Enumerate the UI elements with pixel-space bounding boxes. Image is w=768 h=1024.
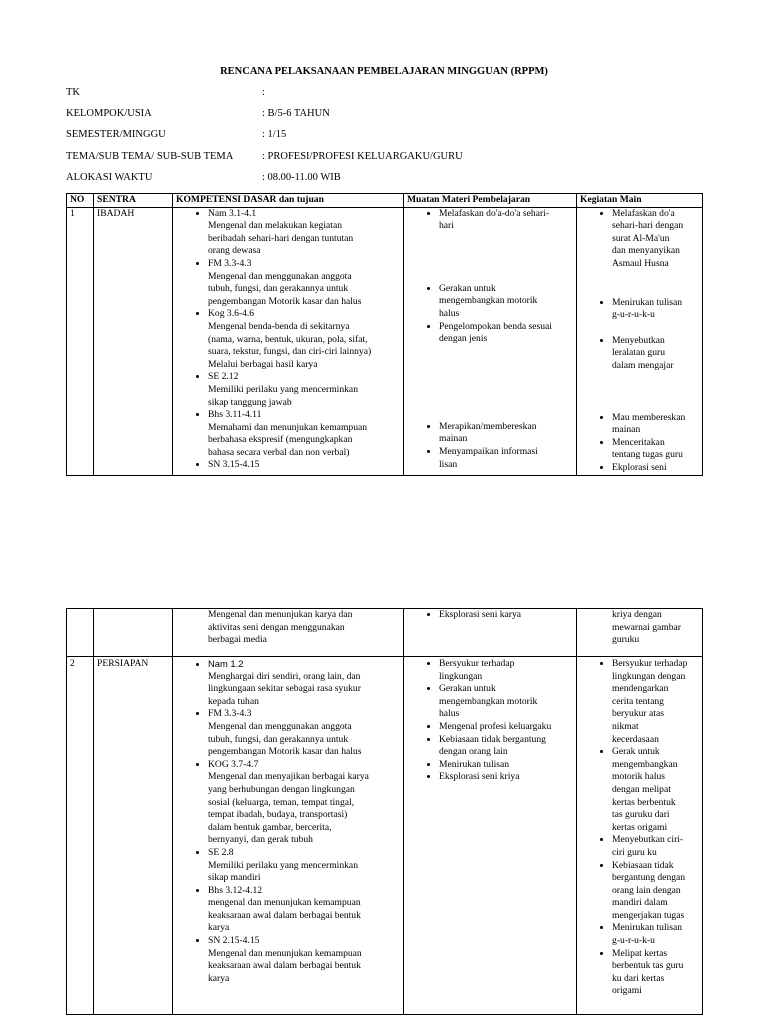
kompetensi-text: orang dewasa — [208, 245, 261, 257]
materi-cell — [404, 207, 577, 475]
sentra-name: IBADAH — [94, 207, 173, 475]
kegiatan-text: lingkungan dengan — [612, 670, 686, 682]
kegiatan-text: mengembangkan — [612, 758, 678, 770]
kegiatan-text: dan menyanyikan — [612, 245, 680, 257]
materi-text: dengan jenis — [439, 333, 488, 345]
kompetensi-text: Memiliki perilaku yang mencerminkan — [208, 383, 358, 395]
kompetensi-code: • Bhs 3.11-4.11 — [208, 409, 262, 421]
kegiatan-text: • Menyebutkan — [612, 334, 665, 346]
kegiatan-text: g-u-r-u-k-u — [612, 935, 655, 947]
kompetensi-text: sikap tanggung jawab — [208, 396, 292, 408]
rppm-table-page-1 — [66, 193, 703, 476]
kompetensi-list — [176, 208, 400, 472]
kegiatan-text: dalam mengajar — [612, 359, 674, 371]
materi-item — [439, 734, 573, 759]
spacer — [439, 346, 573, 408]
kegiatan-text: kertas berbentuk — [612, 796, 676, 808]
header-value: : — [262, 87, 265, 98]
materi-cell — [404, 609, 577, 657]
kompetensi-code: • Kog 3.6-4.6 — [208, 308, 255, 320]
kegiatan-text: orang lain dengan — [612, 884, 681, 896]
kompetensi-text: Melalui berbagai hasil karya — [208, 358, 318, 370]
kompetensi-text: beribadah sehari-hari dengan tuntutan — [208, 232, 354, 244]
kegiatan-item — [612, 658, 699, 746]
kegiatan-text: • Menirukan tulisan — [612, 296, 683, 308]
kompetensi-item — [208, 708, 400, 758]
kompetensi-cell — [173, 207, 404, 475]
row-number: 2 — [67, 657, 94, 1015]
kegiatan-text: kecerdasaan — [612, 733, 659, 745]
table-row — [67, 609, 703, 657]
kegiatan-text: g-u-r-u-k-u — [612, 309, 655, 321]
kegiatan-text: • Menyebutkan ciri- — [612, 834, 684, 846]
kompetensi-code: • SN 3.15-4.15 — [208, 459, 260, 471]
kegiatan-cell — [577, 657, 703, 1015]
kegiatan-cell — [577, 207, 703, 475]
kegiatan-item — [612, 208, 699, 271]
header-label: ALOKASI WAKTU — [66, 172, 153, 183]
kegiatan-list — [580, 658, 699, 998]
spacer — [439, 408, 573, 421]
kegiatan-item — [612, 437, 699, 462]
kegiatan-text: cerita tentang — [612, 695, 664, 707]
kompetensi-code: • Nam 3.1-4.1 — [208, 207, 257, 219]
kegiatan-text: surat Al-Ma'un — [612, 232, 670, 244]
header-value: : 08.00-11.00 WIB — [262, 172, 341, 183]
kegiatan-item — [612, 335, 699, 373]
header-value: : 1/15 — [262, 129, 287, 140]
row-number — [67, 609, 94, 657]
kompetensi-text: bahasa secara verbal dan non verbal) — [208, 446, 350, 458]
spacer — [612, 271, 699, 297]
materi-text: • Eksplorasi seni kriya — [439, 771, 520, 783]
materi-item — [439, 759, 573, 772]
kompetensi-item — [208, 409, 400, 459]
kegiatan-item — [612, 948, 699, 998]
materi-text: • Gerakan untuk — [439, 282, 496, 294]
materi-item — [439, 658, 573, 683]
kegiatan-text: leralatan guru — [612, 347, 666, 359]
materi-item — [439, 446, 573, 471]
kegiatan-text: dengan melipat — [612, 783, 671, 795]
sentra-name: PERSIAPAN — [94, 657, 173, 1015]
header-label: SEMESTER/MINGGU — [66, 129, 166, 140]
kegiatan-text: bergantung dengan — [612, 872, 686, 884]
header-label: TK — [66, 87, 80, 98]
kompetensi-code: • KOG 3.7-4.7 — [208, 758, 259, 770]
kompetensi-text: Mengenal benda-benda di sekitarnya — [208, 320, 350, 332]
kompetensi-text: sosial (keluarga, teman, tempat tingal, — [208, 796, 355, 808]
kompetensi-text: aktivitas seni dengan menggunakan — [208, 621, 345, 633]
kompetensi-list — [176, 658, 400, 985]
kompetensi-cell — [173, 657, 404, 1015]
kompetensi-text: keaksaraan awal dalam berbagai bentuk — [208, 960, 361, 972]
kompetensi-code: • SE 2.12 — [208, 371, 239, 383]
kompetensi-text: (nama, warna, bentuk, ukuran, pola, sifat, — [208, 333, 368, 345]
column-header-kompetensi: KOMPETENSI DASAR dan tujuan — [173, 194, 404, 208]
kompetensi-text: kepada tuhan — [208, 695, 259, 707]
header-value: : PROFESI/PROFESI KELUARGAKU/GURU — [262, 151, 463, 162]
rppm-table-page-2 — [66, 608, 703, 1015]
kompetensi-text: pengembangan Motorik kasar dan halus — [208, 746, 362, 758]
kompetensi-code: • FM 3.3-4.3 — [208, 708, 252, 720]
kompetensi-text: berbagai media — [208, 634, 267, 646]
kompetensi-text: lingkungaan sekitar sebagai rasa syukur — [208, 683, 361, 695]
kompetensi-text: Mengenal dan menyajikan berbagai karya — [208, 771, 369, 783]
kompetensi-text: Mengenal dan menggunakan anggota — [208, 270, 352, 282]
kegiatan-text: tentang tugas guru — [612, 449, 683, 461]
materi-text: • Mengenal profesi keluargaku — [439, 720, 552, 732]
table-row — [67, 207, 703, 475]
kegiatan-text: • Menirukan tulisan — [612, 922, 683, 934]
kegiatan-text: beryukur atas — [612, 708, 664, 720]
kegiatan-text: kertas origami — [612, 821, 668, 833]
kegiatan-text: mendengarkan — [612, 683, 669, 695]
spacer — [439, 233, 573, 283]
kegiatan-text: kriya dengan — [612, 609, 662, 620]
kompetensi-item — [208, 371, 400, 409]
kegiatan-list — [580, 208, 699, 475]
kompetensi-text: karya — [208, 972, 230, 984]
kegiatan-item — [612, 922, 699, 947]
kegiatan-item — [612, 462, 699, 475]
materi-text: • Kebiasaan tidak bergantung — [439, 733, 546, 745]
materi-text: • Merapikan/membereskan — [439, 420, 537, 432]
materi-item: • Eksplorasi seni karya — [439, 609, 573, 622]
column-header-kegiatan: Kegiatan Main — [577, 194, 703, 208]
materi-cell — [404, 657, 577, 1015]
kegiatan-text: ku dari kertas — [612, 972, 665, 984]
kompetensi-text: Mengenal dan menunjukan kemampuan — [208, 947, 362, 959]
kompetensi-continued — [176, 609, 400, 647]
row-number: 1 — [67, 207, 94, 475]
kegiatan-text: guruku — [612, 634, 640, 646]
materi-text: dengan orang lain — [439, 746, 508, 758]
table-header-row — [67, 194, 703, 208]
kegiatan-continued — [580, 609, 699, 647]
kompetensi-text: berbahasa ekspresif (mengungkapkan — [208, 434, 353, 446]
materi-item — [439, 208, 573, 233]
kegiatan-text: • Menceritakan — [612, 436, 665, 448]
kompetensi-text: tubuh, fungsi, dan gerakannya untuk — [208, 733, 349, 745]
materi-text: halus — [439, 307, 460, 319]
materi-text: • Menirukan tulisan — [439, 758, 510, 770]
kegiatan-item — [612, 834, 699, 859]
kegiatan-text: sehari-hari dengan — [612, 220, 684, 232]
materi-list — [407, 609, 573, 622]
kegiatan-text: berbentuk tas guru — [612, 960, 684, 972]
materi-list — [407, 208, 573, 472]
kompetensi-item — [208, 935, 400, 985]
kompetensi-code: • Bhs 3.12-4.12 — [208, 884, 263, 896]
kompetensi-item — [208, 658, 400, 708]
kompetensi-text: sikap mandiri — [208, 872, 261, 884]
sentra-name — [94, 609, 173, 657]
kegiatan-text: mengerjakan tugas — [612, 909, 685, 921]
kegiatan-item — [612, 746, 699, 834]
materi-text: lingkungan — [439, 670, 483, 682]
kegiatan-text: • Melafaskan do'a — [612, 207, 675, 219]
column-header-sentra: SENTRA — [94, 194, 173, 208]
materi-item — [439, 421, 573, 446]
kegiatan-text: motorik halus — [612, 771, 666, 783]
kompetensi-item — [208, 847, 400, 885]
materi-item — [439, 321, 573, 346]
materi-text: halus — [439, 708, 460, 720]
kegiatan-text: • Gerak untuk — [612, 746, 660, 758]
kompetensi-text: karya — [208, 922, 230, 934]
kompetensi-text: mengenal dan menunjukan kemampuan — [208, 897, 361, 909]
kompetensi-item — [208, 208, 400, 258]
materi-text: • Melafaskan do'a-do'a sehari- — [439, 207, 550, 219]
kegiatan-text: ciri guru ku — [612, 846, 657, 858]
kegiatan-text: origami — [612, 985, 642, 997]
kompetensi-item — [208, 459, 400, 472]
header-label: TEMA/SUB TEMA/ SUB-SUB TEMA — [66, 151, 234, 162]
kegiatan-item — [612, 412, 699, 437]
kompetensi-text: bernyanyi, dan gerak tubuh — [208, 834, 313, 846]
kompetensi-text: suara, tekstur, fungsi, dan ciri-ciri lainnya) — [208, 346, 372, 358]
kompetensi-text: Mengenal dan menggunakan anggota — [208, 720, 352, 732]
kompetensi-code: • Nam 1.2 — [208, 658, 244, 669]
table-row — [67, 657, 703, 1015]
kegiatan-item — [612, 860, 699, 923]
kompetensi-code: • SN 2.15-4.15 — [208, 935, 260, 947]
kegiatan-text: mainan — [612, 424, 641, 436]
kegiatan-text: Asmaul Husna — [612, 257, 669, 269]
kegiatan-text: • Melipat kertas — [612, 947, 668, 959]
kompetensi-text: yang berhubungan dengan lingkungan — [208, 783, 355, 795]
materi-text: mengembangkan motorik — [439, 695, 538, 707]
kompetensi-text: Mengenal dan melakukan kegiatan — [208, 220, 342, 232]
kompetensi-text: Mengenal dan menunjukan karya dan — [208, 609, 353, 620]
kegiatan-text: • Bersyukur terhadap — [612, 658, 688, 669]
kompetensi-text: keaksaraan awal dalam berbagai bentuk — [208, 909, 361, 921]
materi-list — [407, 658, 573, 784]
kompetensi-item — [208, 885, 400, 935]
kegiatan-text: mewarnai gambar — [612, 621, 681, 633]
kompetensi-item — [208, 258, 400, 308]
kompetensi-item — [208, 308, 400, 371]
kegiatan-text: • Mau membereskan — [612, 411, 686, 423]
kompetensi-text: dalam bentuk gambar, bercerita, — [208, 821, 332, 833]
kompetensi-text: Memiliki perilaku yang mencerminkan — [208, 859, 358, 871]
spacer — [612, 373, 699, 412]
kegiatan-text: nikmat — [612, 720, 639, 732]
materi-text: • Pengelompokan benda sesuai — [439, 320, 552, 332]
page-title: RENCANA PELAKSANAAN PEMBELAJARAN MINGGUAN (RPPM) — [220, 66, 548, 77]
materi-text: • Gerakan untuk — [439, 683, 496, 695]
materi-item — [439, 683, 573, 721]
materi-text: mengembangkan motorik — [439, 295, 538, 307]
materi-item — [439, 283, 573, 321]
materi-text: • Menyampaikan informasi — [439, 445, 538, 457]
kompetensi-text: tempat ibadah, budaya, transportasi) — [208, 809, 348, 821]
kompetensi-text: Memahami dan menunjukan kemampuan — [208, 421, 368, 433]
kompetensi-cell — [173, 609, 404, 657]
column-header-no: NO — [67, 194, 94, 208]
materi-text: hari — [439, 220, 454, 232]
materi-item — [439, 721, 573, 734]
kegiatan-text: • Ekplorasi seni — [612, 461, 667, 473]
kegiatan-cell — [577, 609, 703, 657]
kegiatan-text: mandiri dalam — [612, 897, 668, 909]
kompetensi-item — [208, 759, 400, 847]
kompetensi-text: Menghargai diri sendiri, orang lain, dan — [208, 670, 361, 682]
kegiatan-text: • Kebiasaan tidak — [612, 859, 674, 871]
header-label: KELOMPOK/USIA — [66, 108, 152, 119]
materi-text: • Bersyukur terhadap — [439, 658, 515, 669]
spacer — [612, 322, 699, 335]
kompetensi-text: pengembangan Motorik kasar dan halus — [208, 295, 362, 307]
materi-text: mainan — [439, 433, 468, 445]
column-header-materi: Muatan Materi Pembelajaran — [404, 194, 577, 208]
header-value: : B/5-6 TAHUN — [262, 108, 330, 119]
kegiatan-text: tas guruku dari — [612, 809, 670, 821]
kompetensi-text: tubuh, fungsi, dan gerakannya untuk — [208, 283, 349, 295]
materi-text: lisan — [439, 458, 458, 470]
kompetensi-code: • FM 3.3-4.3 — [208, 257, 252, 269]
materi-item — [439, 771, 573, 784]
kompetensi-code: • SE 2.8 — [208, 846, 234, 858]
kegiatan-item — [612, 297, 699, 322]
